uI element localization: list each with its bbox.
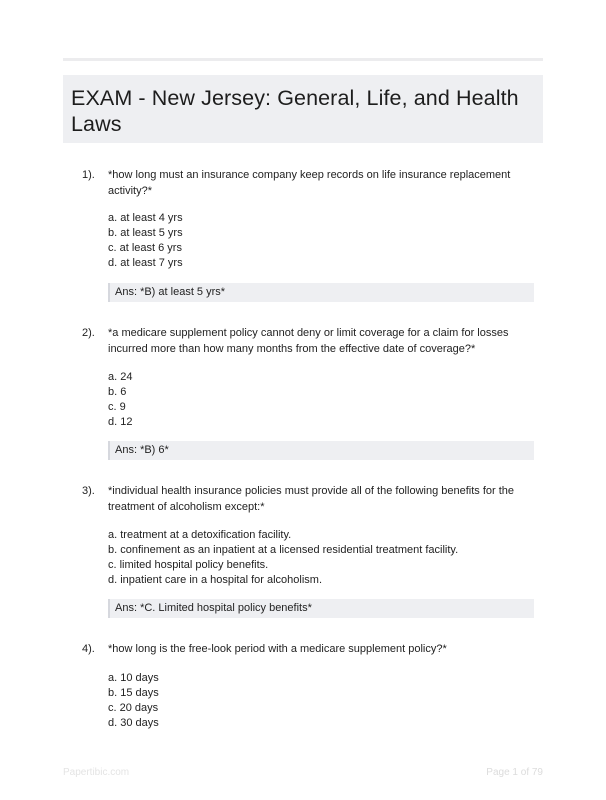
option-list — [108, 528, 458, 588]
option-a: a. at least 4 yrs — [108, 212, 183, 224]
question-text: *how long is the free-look period with a medicare supplement policy?* — [108, 643, 447, 655]
page-number: Page 1 of 79 — [486, 767, 543, 778]
option-b: b. at least 5 yrs — [108, 227, 183, 239]
answer-box: Ans: *B) 6* — [108, 441, 534, 460]
answer-box: Ans: *C. Limited hospital policy benefits* — [108, 599, 534, 618]
question-number: 3). — [82, 485, 95, 497]
question-number: 2). — [82, 327, 95, 339]
option-c: c. 20 days — [108, 702, 159, 714]
answer-box: Ans: *B) at least 5 yrs* — [108, 283, 534, 302]
option-a: a. 10 days — [108, 672, 159, 684]
option-c: c. limited hospital policy benefits. — [108, 559, 269, 571]
question-text: *a medicare supplement policy cannot deny or limit coverage for a claim for losses incurred more than how many months from the effective date of coverage?* — [108, 327, 509, 355]
option-b: b. 15 days — [108, 687, 159, 699]
option-list — [108, 211, 183, 271]
option-c: c. at least 6 yrs — [108, 242, 182, 254]
question-number: 4). — [82, 643, 95, 655]
top-divider — [63, 58, 543, 61]
option-d: d. at least 7 yrs — [108, 257, 183, 269]
option-list — [108, 370, 132, 430]
option-d: d. 12 — [108, 416, 133, 428]
question-number: 1). — [82, 169, 95, 181]
question-text: *individual health insurance policies must provide all of the following benefits for the treatment of alcoholism except:* — [108, 485, 515, 513]
option-b: b. 6 — [108, 386, 127, 398]
option-d: d. 30 days — [108, 717, 159, 729]
option-a: a. treatment at a detoxification facility. — [108, 529, 292, 541]
option-list — [108, 671, 159, 731]
document-title: EXAM - New Jersey: General, Life, and Health Laws — [71, 86, 519, 136]
option-c: c. 9 — [108, 401, 126, 413]
title-banner — [63, 75, 543, 143]
footer-site-watermark: Papertibic.com — [63, 767, 130, 778]
question-text: *how long must an insurance company keep records on life insurance replacement activity?* — [108, 169, 511, 197]
option-b: b. confinement as an inpatient at a licensed residential treatment facility. — [108, 544, 459, 556]
option-d: d. inpatient care in a hospital for alcoholism. — [108, 574, 323, 586]
option-a: a. 24 — [108, 371, 133, 383]
